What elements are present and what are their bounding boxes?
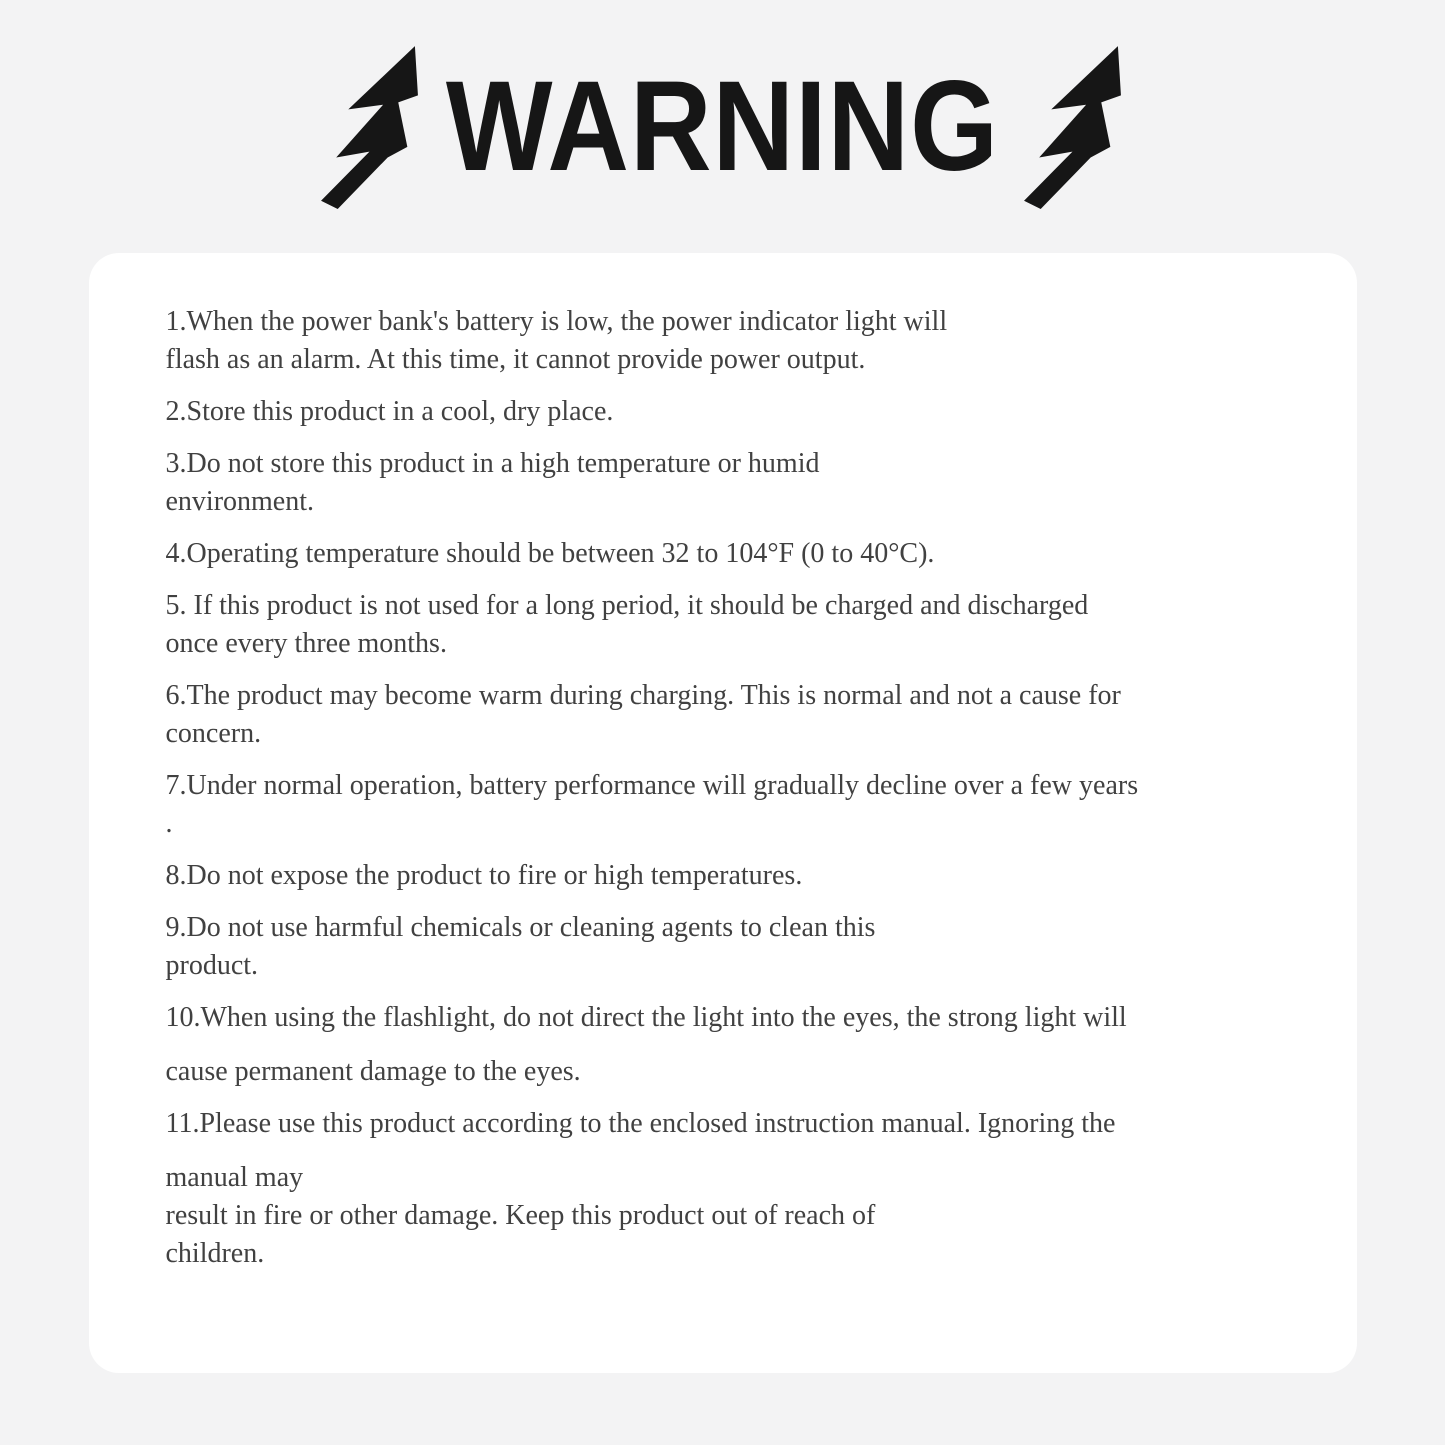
warning-line: 10.When using the flashlight, do not direct the light into the eyes, the strong light will: [165, 1002, 1127, 1033]
warning-line: 5. If this product is not used for a long period, it should be charged and discharged: [165, 590, 1089, 621]
warning-line: 1.When the power bank's battery is low, the power indicator light will: [165, 306, 948, 337]
warning-line: concern.: [165, 718, 262, 749]
warning-line: 8.Do not expose the product to fire or high temperatures.: [165, 860, 803, 891]
warning-item: [166, 445, 1287, 521]
page-title: WARNING: [445, 54, 1000, 198]
warning-item: [166, 909, 1287, 985]
warning-list: [166, 303, 1287, 1273]
warning-line: environment.: [165, 486, 315, 517]
warning-line: product.: [165, 950, 259, 981]
warning-header: [0, 0, 1445, 253]
warning-line: 9.Do not use harmful chemicals or cleaning agents to clean this: [165, 912, 876, 943]
warning-item: [166, 1105, 1287, 1273]
warning-line: 2.Store this product in a cool, dry place.: [165, 396, 614, 427]
warning-line: children.: [165, 1238, 265, 1269]
warning-item: [166, 677, 1287, 753]
warning-line: flash as an alarm. At this time, it cannot provide power output.: [165, 344, 866, 375]
warning-line: 4.Operating temperature should be between 32 to 104°F (0 to 40°C).: [165, 538, 935, 569]
warning-line: manual may: [165, 1162, 304, 1193]
warning-line: once every three months.: [165, 628, 447, 659]
warning-item: [166, 303, 1287, 379]
warning-line: 11.Please use this product according to the enclosed instruction manual. Ignoring the: [165, 1108, 1116, 1139]
warning-line: 6.The product may become warm during charging. This is normal and not a cause for: [165, 680, 1121, 711]
warning-item: [166, 767, 1287, 843]
lightning-bolt-icon: [1021, 45, 1127, 209]
lightning-bolt-icon: [318, 45, 424, 209]
warning-item: [166, 535, 1287, 573]
warning-item: [166, 999, 1287, 1091]
warning-line: result in fire or other damage. Keep this product out of reach of: [165, 1200, 876, 1231]
warning-item: [166, 393, 1287, 431]
warning-line: cause permanent damage to the eyes.: [165, 1056, 581, 1087]
warning-line: 3.Do not store this product in a high temperature or humid: [165, 448, 820, 479]
warning-item: [166, 857, 1287, 895]
warning-line: .: [165, 808, 173, 839]
warning-item: [166, 587, 1287, 663]
warning-card: [89, 253, 1357, 1373]
warning-line: 7.Under normal operation, battery performance will gradually decline over a few years: [165, 770, 1139, 801]
